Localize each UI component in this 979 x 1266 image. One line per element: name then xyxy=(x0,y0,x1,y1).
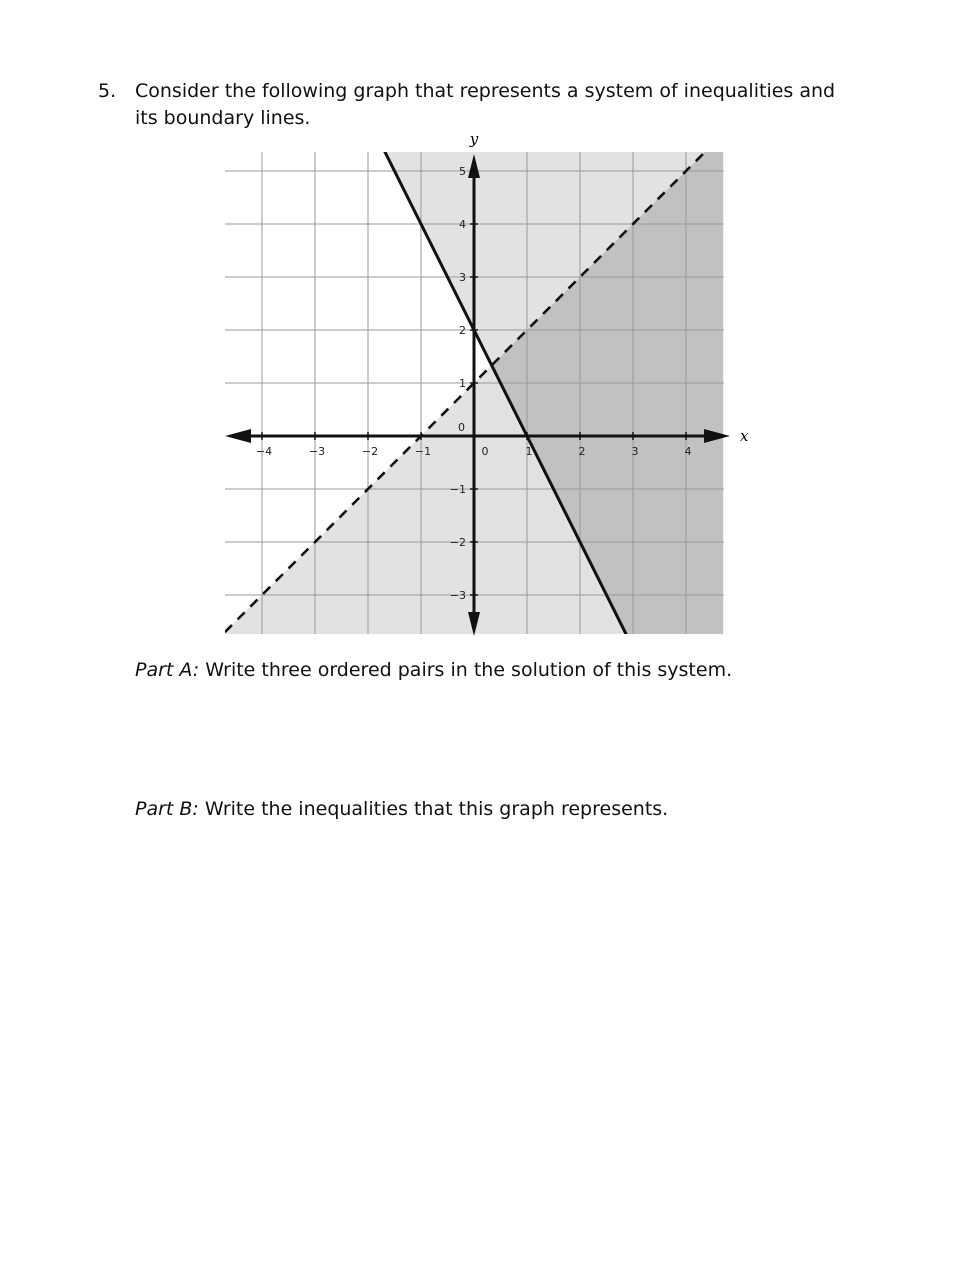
x-tick-label: −1 xyxy=(414,445,432,458)
part-b xyxy=(135,796,668,823)
y-tick-label: 1 xyxy=(459,377,466,390)
y-tick-label: −2 xyxy=(449,536,466,549)
y-tick-label: 2 xyxy=(459,324,466,337)
part-a-text: Write three ordered pairs in the solution of this system. xyxy=(199,659,733,681)
part-b-label: Part B: xyxy=(135,798,199,820)
x-tick-label: −2 xyxy=(361,445,379,458)
y-tick-label: −1 xyxy=(449,483,466,496)
x-axis-label: x xyxy=(740,427,749,445)
inequality-graph xyxy=(215,128,755,648)
origin-label: 0 xyxy=(458,421,465,434)
question-text: Consider the following graph that represents a system of inequalities and its boundary lines. xyxy=(135,80,836,129)
x-tick-label: −4 xyxy=(255,445,273,458)
part-a xyxy=(135,657,732,684)
y-axis-label: y xyxy=(469,130,479,148)
x-tick-label: 0 xyxy=(481,445,489,458)
part-b-text: Write the inequalities that this graph represents. xyxy=(198,798,669,820)
x-tick-label: −3 xyxy=(308,445,326,458)
y-tick-label: 4 xyxy=(459,218,466,231)
x-tick-label: 1 xyxy=(525,445,533,458)
y-tick-label: −3 xyxy=(449,589,466,602)
x-tick-label: 2 xyxy=(578,445,586,458)
x-axis-left-arrow-icon xyxy=(225,429,251,443)
x-tick-label: 3 xyxy=(631,445,639,458)
part-a-label: Part A: xyxy=(135,659,200,681)
question-number: 5. xyxy=(98,80,117,102)
y-tick-label: 3 xyxy=(459,271,466,284)
y-tick-label: 5 xyxy=(459,165,466,178)
x-tick-label: 4 xyxy=(684,445,692,458)
